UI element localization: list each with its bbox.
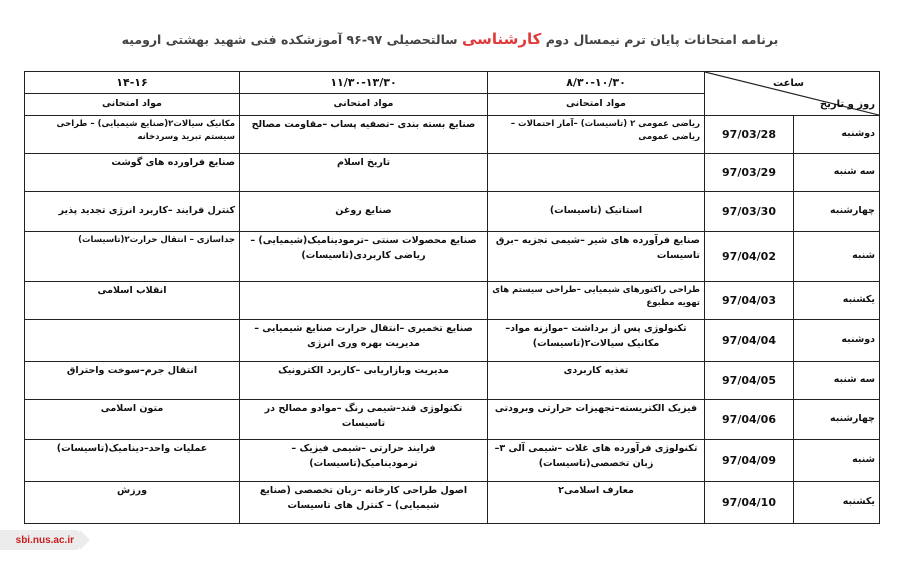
exam-cell-slot-1 bbox=[488, 154, 705, 192]
exam-cell-slot-2: تکنولوژی قند–شیمی رنگ –موادو مصالح در تاسیسات bbox=[240, 400, 488, 440]
day-cell: شنبه bbox=[794, 440, 880, 482]
exam-cell-slot-2: صنایع بسته بندی –تصفیه پساب –مقاومت مصالح bbox=[240, 116, 488, 154]
table-row bbox=[25, 282, 880, 320]
table-row bbox=[25, 116, 880, 154]
exam-cell-slot-1: تکنولوژی فرآورده های غلات –شیمی آلی ۳– زبان تخصصی(تاسیسات) bbox=[488, 440, 705, 482]
exam-cell-slot-2: صنایع روغن bbox=[240, 192, 488, 232]
table-row bbox=[25, 232, 880, 282]
exam-cell-slot-3: انقلاب اسلامی bbox=[25, 282, 240, 320]
header-corner bbox=[705, 72, 880, 116]
day-cell: دوشنبه bbox=[794, 320, 880, 362]
exam-cell-slot-2: فرایند حرارتی –شیمی فیزیک –ترمودینامیک(تاسیسات) bbox=[240, 440, 488, 482]
exam-cell-slot-2: مدیریت وبازاریابی –کاربرد الکترونیک bbox=[240, 362, 488, 400]
page-title bbox=[0, 30, 900, 48]
exam-cell-slot-2: صنایع تخمیری –انتقال حرارت صنایع شیمیایی – مدیریت بهره وری انرژی bbox=[240, 320, 488, 362]
exam-cell-slot-2 bbox=[240, 282, 488, 320]
exam-cell-slot-1: فیزیک الکتریسته–تجهیزات حرارتی وبرودتی bbox=[488, 400, 705, 440]
exam-cell-slot-3 bbox=[25, 320, 240, 362]
table-row bbox=[25, 192, 880, 232]
date-cell: 97/04/05 bbox=[705, 362, 794, 400]
exam-cell-slot-3: عملیات واحد–دینامیک(تاسیسات) bbox=[25, 440, 240, 482]
title-highlight: کارشناسی bbox=[461, 30, 542, 48]
date-cell: 97/04/10 bbox=[705, 482, 794, 524]
time-label: ساعت bbox=[773, 78, 805, 89]
date-cell: 97/04/04 bbox=[705, 320, 794, 362]
subject-heading-1: مواد امتحانی bbox=[488, 94, 705, 116]
date-cell: 97/04/09 bbox=[705, 440, 794, 482]
exam-cell-slot-3: ورزش bbox=[25, 482, 240, 524]
exam-cell-slot-2: تاریخ اسلام bbox=[240, 154, 488, 192]
slot-1-time: ۸/۳۰-۱۰/۳۰ bbox=[488, 72, 705, 94]
table-row bbox=[25, 440, 880, 482]
exam-cell-slot-1: صنایع فرآورده های شیر –شیمی تجزیه –برق تاسیسات bbox=[488, 232, 705, 282]
date-cell: 97/03/28 bbox=[705, 116, 794, 154]
subject-heading-3: مواد امتحانی bbox=[25, 94, 240, 116]
day-date-label: روز و تاریخ bbox=[819, 98, 875, 110]
exam-cell-slot-3: جداسازی – انتقال حرارت۲(تاسیسات) bbox=[25, 232, 240, 282]
date-cell: 97/03/29 bbox=[705, 154, 794, 192]
subject-heading-2: مواد امتحانی bbox=[240, 94, 488, 116]
watermark-badge bbox=[0, 530, 80, 550]
slot-2-time: ۱۱/۳۰-۱۳/۳۰ bbox=[240, 72, 488, 94]
exam-cell-slot-3: انتقال جرم–سوخت واحتراق bbox=[25, 362, 240, 400]
table-row bbox=[25, 154, 880, 192]
day-cell: شنبه bbox=[794, 232, 880, 282]
date-cell: 97/03/30 bbox=[705, 192, 794, 232]
day-cell: یکشنبه bbox=[794, 482, 880, 524]
watermark-text: sbi.nus.ac.ir bbox=[15, 534, 74, 546]
exam-cell-slot-2: اصول طراحی کارخانه –زبان تخصصی (صنایع شیمیایی) – کنترل های تاسیسات bbox=[240, 482, 488, 524]
date-cell: 97/04/02 bbox=[705, 232, 794, 282]
exam-schedule-table bbox=[24, 71, 880, 524]
title-before: برنامه امتحانات پایان ترم نیمسال دوم bbox=[545, 32, 779, 47]
exam-cell-slot-3: مکانیک سیالات۲(صنایع شیمیایی) – طراحی سیستم تبرید وسردخانه bbox=[25, 116, 240, 154]
exam-cell-slot-3: متون اسلامی bbox=[25, 400, 240, 440]
exam-cell-slot-1: تکنولوژی پس از برداشت –موازنه مواد– مکانیک سیالات۲(تاسیسات) bbox=[488, 320, 705, 362]
badge-arrow-icon bbox=[80, 530, 90, 550]
day-cell: چهارشنبه bbox=[794, 400, 880, 440]
day-cell: سه شنبه bbox=[794, 362, 880, 400]
date-cell: 97/04/03 bbox=[705, 282, 794, 320]
header-row-times bbox=[25, 72, 880, 94]
day-cell: چهارشنبه bbox=[794, 192, 880, 232]
exam-cell-slot-3: صنایع فراورده های گوشت bbox=[25, 154, 240, 192]
date-cell: 97/04/06 bbox=[705, 400, 794, 440]
exam-cell-slot-1: ریاضی عمومی ۲ (تاسیسات) –آمار احتمالات –ریاضی عمومی bbox=[488, 116, 705, 154]
table-row bbox=[25, 362, 880, 400]
slot-3-time: ۱۴-۱۶ bbox=[25, 72, 240, 94]
title-after: سالتحصیلی ۹۷-۹۶ آموزشکده فنی شهید بهشتی ارومیه bbox=[121, 32, 458, 47]
exam-cell-slot-1: معارف اسلامی۲ bbox=[488, 482, 705, 524]
table-row bbox=[25, 320, 880, 362]
table-row bbox=[25, 482, 880, 524]
table-row bbox=[25, 400, 880, 440]
day-cell: سه شنبه bbox=[794, 154, 880, 192]
day-cell: دوشنبه bbox=[794, 116, 880, 154]
day-cell: یکشنبه bbox=[794, 282, 880, 320]
exam-cell-slot-1: طراحی راکتورهای شیمیایی –طراحی سیستم های تهویه مطبوع bbox=[488, 282, 705, 320]
exam-cell-slot-3: کنترل فرایند –کاربرد انرژی تجدید پذیر bbox=[25, 192, 240, 232]
exam-cell-slot-1: استاتیک (تاسیسات) bbox=[488, 192, 705, 232]
exam-cell-slot-1: تغذیه کاربردی bbox=[488, 362, 705, 400]
exam-cell-slot-2: صنایع محصولات سنتی –ترمودینامیک(شیمیایی) – ریاضی کاربردی(تاسیسات) bbox=[240, 232, 488, 282]
